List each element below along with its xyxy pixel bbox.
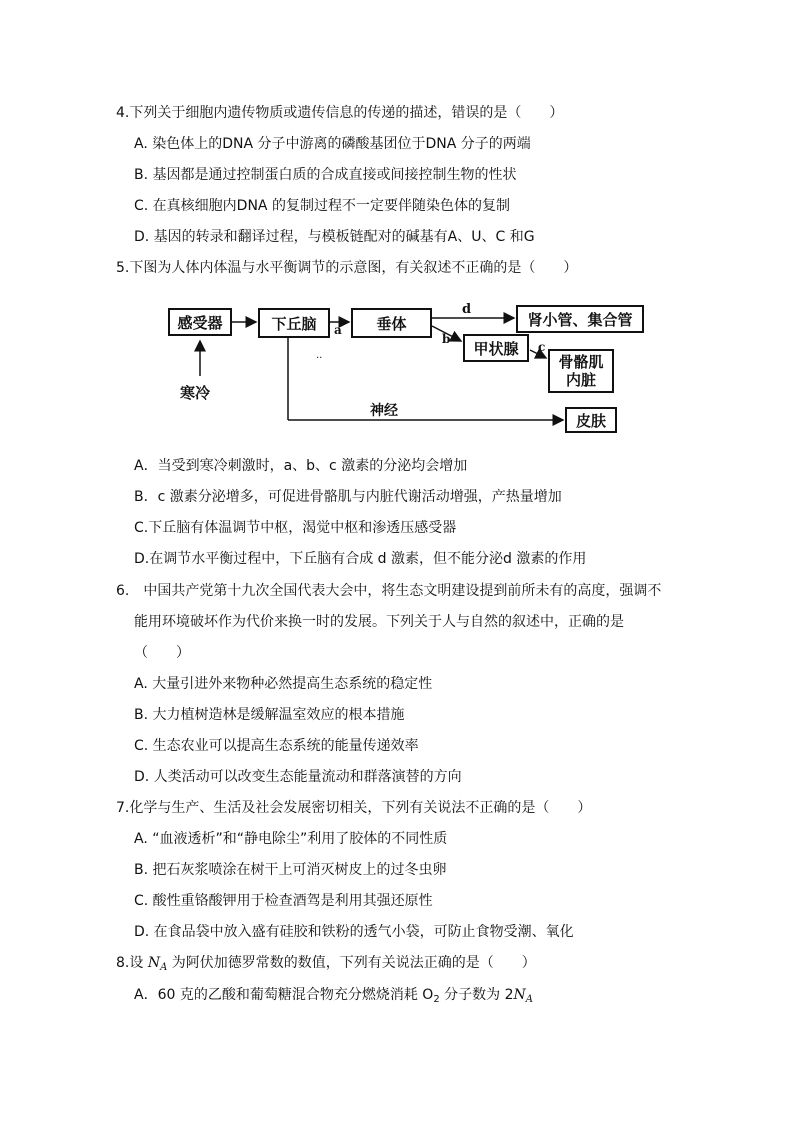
q8-na-symbol — [148, 955, 167, 971]
question-8-option-a — [134, 985, 533, 1010]
thyroid-box: 甲状腺 — [463, 334, 529, 362]
viscera-label: 内脏 — [565, 371, 596, 389]
question-5-option-a: A．当受到寒冷刺激时，a、b、c 激素的分泌均会增加 — [134, 458, 468, 474]
question-6-stem-line2: 能用环境破坏作为代价来换一时的发展。下列关于人与自然的叙述中，正确的是 — [134, 614, 624, 630]
label-c: c — [538, 340, 546, 354]
question-7-stem: 7.化学与生产、生活及社会发展密切相关，下列有关说法不正确的是（ ） — [116, 800, 592, 816]
q8-optA-na-sub: A — [525, 994, 533, 1005]
question-5-stem: 5.下图为人体内体温与水平衡调节的示意图，有关叙述不正确的是（ ） — [116, 260, 578, 276]
question-5-option-b: B．c 激素分泌增多，可促进骨骼肌与内脏代谢活动增强，产热量增加 — [134, 489, 562, 505]
q8-optA-na-symbol — [514, 987, 533, 1003]
question-4-stem: 4.下列关于细胞内遗传物质或遗传信息的传递的描述，错误的是（ ） — [116, 105, 564, 121]
question-4-option-b: B. 基因都是通过控制蛋白质的合成直接或间接控制生物的性状 — [134, 167, 517, 183]
label-a: a — [334, 323, 342, 337]
question-5-option-d: D.在调节水平衡过程中，下丘脑有合成 d 激素，但不能分泌d 激素的作用 — [134, 551, 587, 567]
regulation-diagram — [160, 296, 660, 441]
q8-stem-pre: 8.设 — [116, 955, 144, 971]
q8-optA-na-letter: N — [513, 987, 526, 1003]
hypothalamus-box: 下丘脑 — [258, 308, 330, 338]
cold-label: 寒冷 — [180, 384, 211, 402]
question-4-option-a: A. 染色体上的DNA 分子中游离的磷酸基团位于DNA 分子的两端 — [134, 136, 531, 152]
label-b: b — [442, 332, 451, 346]
receptor-box: 感受器 — [168, 308, 232, 336]
q8-optA-pre: A．60 克的乙酸和葡萄糖混合物充分燃烧消耗 O — [134, 987, 434, 1003]
question-6-stem-line1: 6. 中国共产党第十九次全国代表大会中，将生态文明建设提到前所未有的高度，强调不 — [116, 583, 662, 599]
stray-dots: .. — [316, 350, 323, 361]
question-6-option-d: D. 人类活动可以改变生态能量流动和群落演替的方向 — [134, 769, 462, 785]
question-8-stem — [116, 953, 536, 978]
question-7-option-b: B. 把石灰浆喷涂在树干上可消灭树皮上的过冬虫卵 — [134, 862, 447, 878]
question-4-option-c: C. 在真核细胞内DNA 的复制过程不一定要伴随染色体的复制 — [134, 198, 510, 214]
question-7-option-d: D. 在食品袋中放入盛有硅胶和铁粉的透气小袋，可防止食物受潮、氧化 — [134, 924, 574, 940]
question-6-stem-line3: （ ） — [134, 645, 190, 661]
q8-optA-mid: 分子数为 2 — [439, 987, 514, 1003]
label-d: d — [462, 302, 472, 317]
q8-optA-o2-sub: 2 — [433, 994, 440, 1005]
pituitary-box: 垂体 — [351, 308, 432, 338]
question-7-option-c: C. 酸性重铬酸钾用于检查酒驾是利用其强还原性 — [134, 893, 433, 909]
muscle-label: 骨骼肌 — [558, 353, 604, 371]
q8-na-sub: A — [160, 962, 168, 973]
nerve-label: 神经 — [370, 403, 398, 419]
skin-box: 皮肤 — [565, 407, 617, 433]
kidney-box: 肾小管、集合管 — [516, 305, 644, 333]
question-6-option-a: A. 大量引进外来物种必然提高生态系统的稳定性 — [134, 676, 433, 692]
question-4-option-d: D. 基因的转录和翻译过程，与模板链配对的碱基有A、U、C 和G — [134, 229, 535, 245]
muscle-viscera-box — [548, 349, 614, 393]
q8-stem-post: 为阿伏加德罗常数的数值，下列有关说法正确的是（ ） — [171, 955, 536, 971]
q8-na-letter: N — [147, 955, 161, 971]
question-6-option-c: C. 生态农业可以提高生态系统的能量传递效率 — [134, 738, 419, 754]
question-5-option-c: C.下丘脑有体温调节中枢，渴觉中枢和渗透压感受器 — [134, 520, 457, 536]
question-6-option-b: B. 大力植树造林是缓解温室效应的根本措施 — [134, 707, 405, 723]
question-7-option-a: A. “血液透析”和“静电除尘”利用了胶体的不同性质 — [134, 831, 448, 847]
